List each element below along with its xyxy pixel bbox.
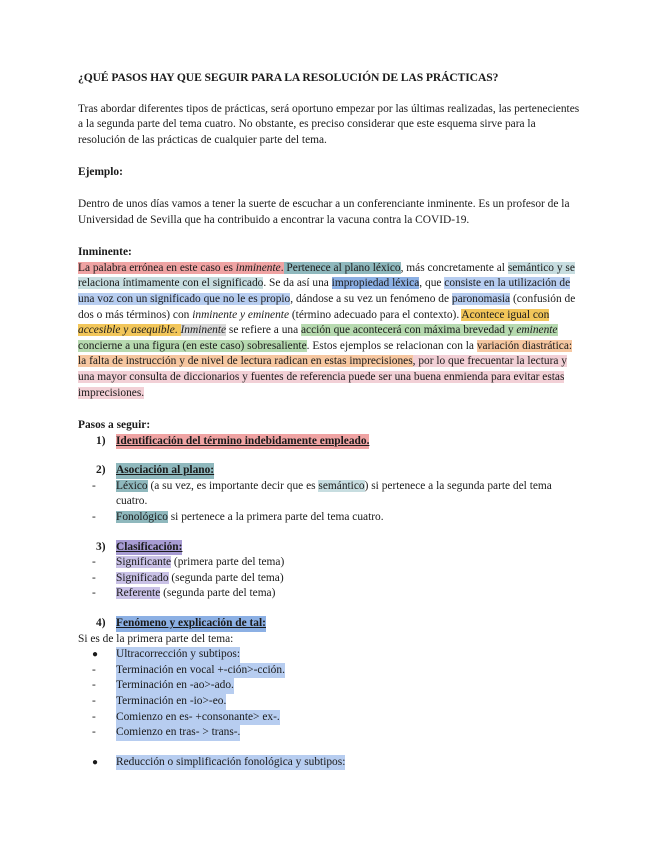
step-3: 3) Clasificación: [96,540,583,556]
document-page [78,70,583,770]
page-title: ¿QUÉ PASOS HAY QUE SEGUIR PARA LA RESOLUCIÓN DE LAS PRÁCTICAS? [78,71,499,84]
hl-paronomasia: paronomasia [451,292,511,305]
hl-semantico: semántico y se relaciona íntimamente con el significado [78,261,575,290]
hl-plano: Pertenece al plano léxico [283,261,401,274]
hl-wrong-word: La palabra errónea en este caso es inminente. [78,261,284,274]
list-item: - Comienzo en es- +consonante> ex-. [92,710,583,726]
example-paragraph: Dentro de unos días vamos a tener la suerte de escuchar a un conferenciante inminente. Es un profesor de la Universidad de Sevilla que ha contribuido a encontrar la vacuna contra la COVID-19. [78,197,570,226]
list-item: ● Ultracorrección y subtipos: [92,647,583,663]
list-item: - Referente (segunda parte del tema) [92,587,276,600]
term-heading: Inminente: [78,246,132,259]
hl-falta: : la falta de instrucción y de nivel de lectura radican en estas imprecisiones [78,339,573,368]
list-item: - Terminación en -ao>-ado. [92,678,583,694]
step-4-label: Fenómeno y explicación de tal: [116,616,266,632]
step-2: 2) Asociación al plano: [96,463,583,479]
step-4: 4) Fenómeno y explicación de tal: [96,616,583,632]
hl-variacion: variación diastrática [476,339,569,352]
intro-paragraph: Tras abordar diferentes tipos de prácticas, será oportuno empezar por las últimas realizadas, las pertenecientes a la segunda parte del tema cuatro. No obstante, es preciso considerar que este esquema sirve para la resolución de las prácticas de cualquier parte del tema. [78,102,580,146]
hl-acontece: Acontece igual con accesible y asequible. [78,308,550,337]
list-item: - Terminación en vocal +-ción>-cción. [92,663,583,679]
step-1: 1) Identificación del término indebidamente empleado. [96,434,583,450]
hl-inminente: Inminente [180,324,227,337]
list-item: - Terminación en -io>-eo. [92,694,583,710]
hl-enmienda: , por lo que frecuentar la lectura y una mayor consulta de diccionarios y fuentes de referencia puede ser una buena enmienda para evitar estas imprecisiones. [78,355,567,399]
step-2-label: Asociación al plano: [116,463,214,479]
steps-heading: Pasos a seguir: [78,419,151,432]
hl-definicion: consiste en la utilización de una voz con un significado que no le es propio [78,277,571,305]
step-3-label: Clasificación: [116,540,182,556]
step-1-label: Identificación del término indebidamente empleado. [116,434,369,450]
explanation-paragraph: La palabra errónea en este caso es inminente. Pertenece al plano léxico, más concretamente al semántico y se relaciona íntimamente con el significado. Se da así una impropiedad léxica, que consiste en la utilización de una voz con un significado que no le es propio, dándose a su vez un fenómeno de paronomasia (confusión de dos o más términos) con inminente y eminente (término adecuado para el contexto). Acontece igual con accesible y asequible. Inminente se refiere a una acción que acontecerá con máxima brevedad y eminente concierne a una figura (en este caso) sobresaliente. Estos ejemplos se relacionan con la variación diastrática: la falta de instrucción y de nivel de lectura radican en estas imprecisiones, por lo que frecuentar la lectura y una mayor consulta de diccionarios y fuentes de referencia puede ser una buena enmienda para evitar estas imprecisiones. [78,261,576,399]
hl-impropiedad: impropiedad léxica [331,277,420,290]
list-item: - Léxico (a su vez, es importante decir que es semántico) si pertenece a la segunda parte del tema cuatro. [92,479,552,508]
list-item: - Fonológico si pertenece a la primera parte del tema cuatro. [92,511,384,524]
hl-accion: acción que acontecerá con máxima brevedad y eminente concierne a una figura (en este caso) sobresaliente [78,324,558,352]
list-item: - Comienzo en tras- > trans-. [92,725,583,741]
fenomeno-intro: Si es de la primera parte del tema: [78,632,234,645]
list-item: - Significante (primera parte del tema) [92,556,285,569]
list-item: ● Reducción o simplificación fonológica y subtipos: [92,755,583,771]
list-item: - Significado (segunda parte del tema) [92,571,284,584]
example-heading: Ejemplo: [78,166,123,179]
